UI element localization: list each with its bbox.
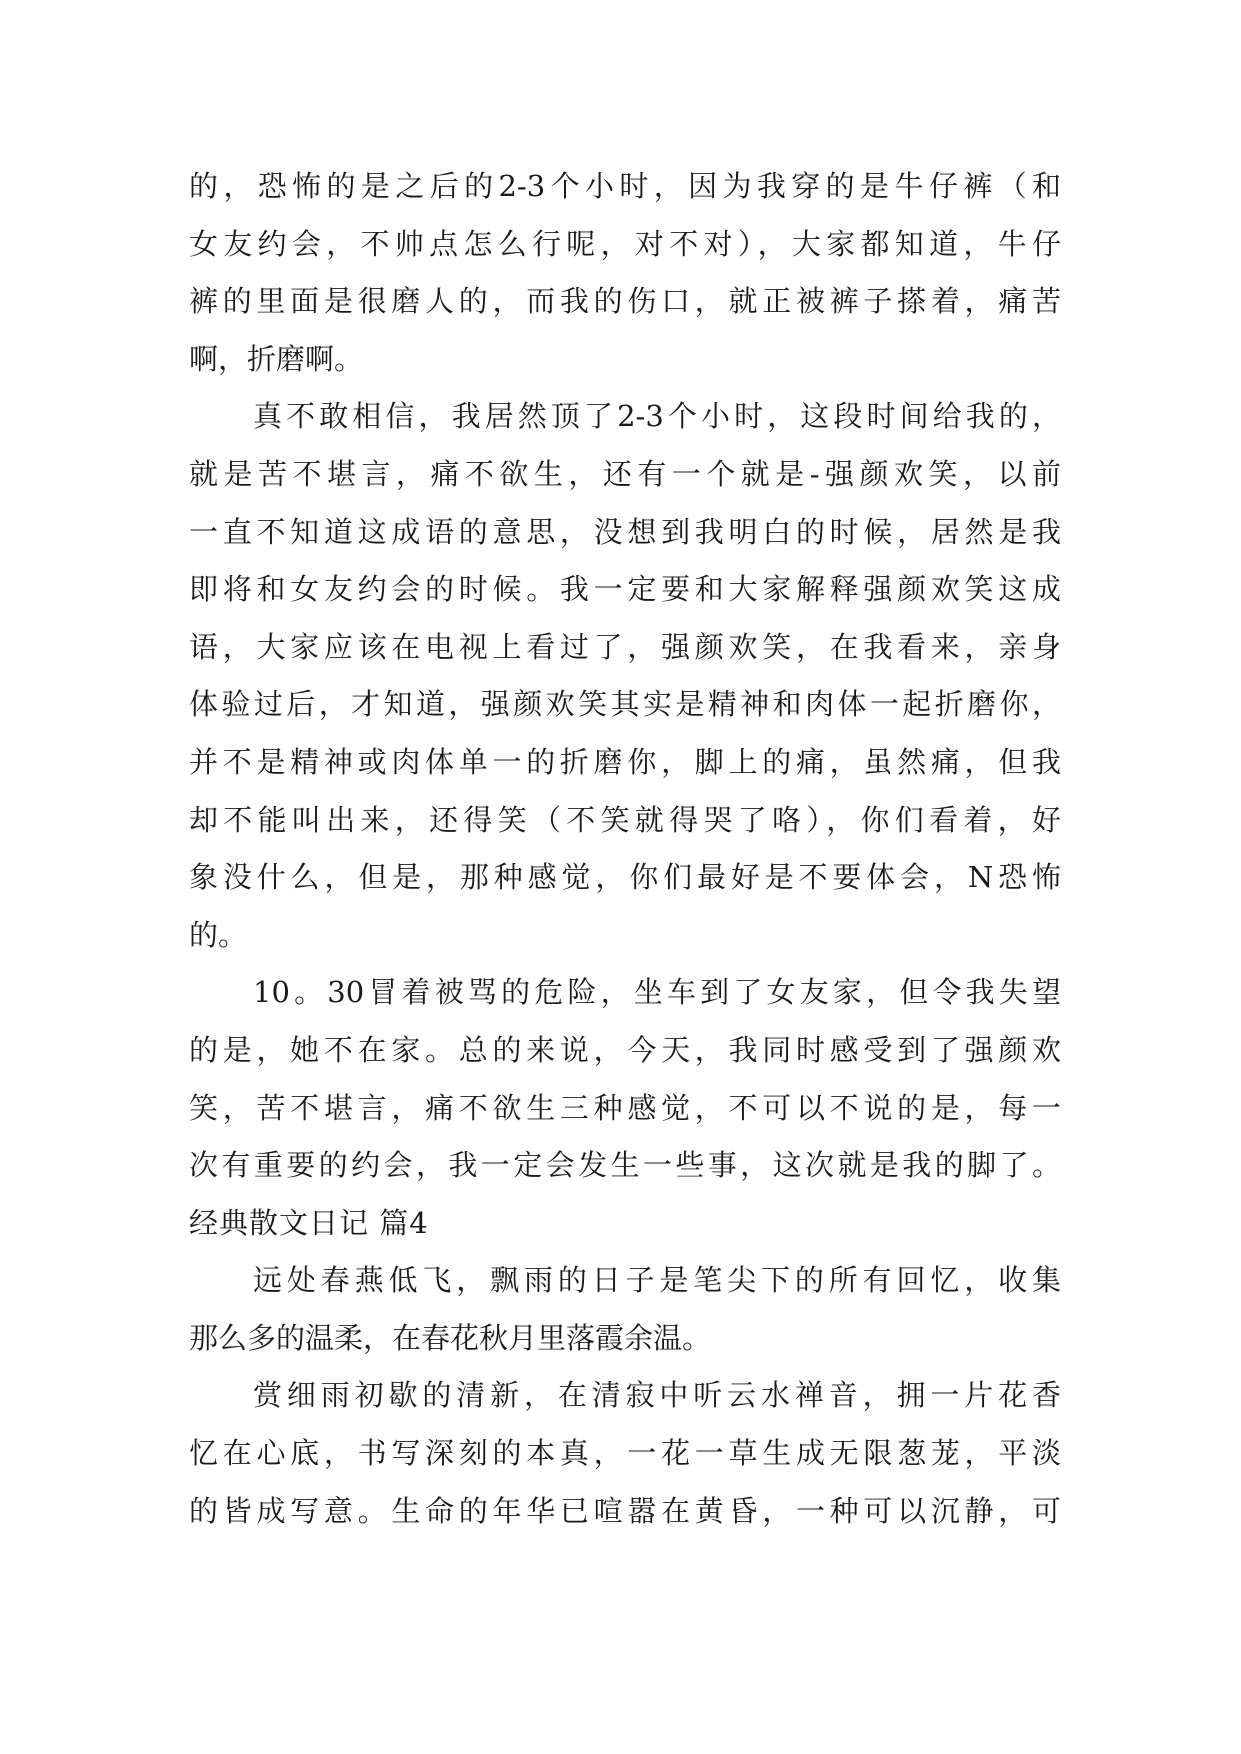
text-line: 裤的里面是很磨人的，而我的伤口，就正被裤子搽着，痛苦 (189, 284, 1061, 319)
text-line: 赏细雨初歇的清新，在清寂中听云水禅音，拥一片花香 (253, 1378, 1061, 1413)
text-line: 的是，她不在家。总的来说，今天，我同时感受到了强颜欢 (189, 1032, 1061, 1067)
text-line: 远处春燕低飞，飘雨的日子是笔尖下的所有回忆，收集 (253, 1263, 1061, 1298)
text-line: 一直不知道这成语的意思，没想到我明白的时候，居然是我 (189, 514, 1061, 549)
text-line: 真不敢相信，我居然顶了2-3个小时，这段时间给我的， (253, 399, 1061, 434)
text-line: 女友约会，不帅点怎么行呢，对不对），大家都知道，牛仔 (189, 226, 1061, 261)
text-line: 的皆成写意。生命的年华已喧嚣在黄昏，一种可以沉静，可 (189, 1493, 1061, 1528)
text-line: 语，大家应该在电视上看过了，强颜欢笑，在我看来，亲身 (189, 629, 1061, 664)
document-body (189, 158, 1061, 1540)
text-line: 笑，苦不堪言，痛不欲生三种感觉，不可以不说的是，每一 (189, 1090, 1061, 1125)
text-line: 就是苦不堪言，痛不欲生，还有一个就是-强颜欢笑，以前 (189, 456, 1061, 491)
text-line: 的。 (189, 917, 248, 952)
section-heading: 经典散文日记 篇4 (189, 1205, 429, 1240)
text-line: 体验过后，才知道，强颜欢笑其实是精神和肉体一起折磨你， (189, 687, 1061, 722)
text-line: 的，恐怖的是之后的2-3个小时，因为我穿的是牛仔裤（和 (189, 169, 1061, 203)
text-line: 忆在心底，书写深刻的本真，一花一草生成无限葱茏，平淡 (189, 1436, 1061, 1471)
text-line: 象没什么，但是，那种感觉，你们最好是不要体会，N恐怖 (189, 860, 1061, 895)
text-line: 却不能叫出来，还得笑（不笑就得哭了咯），你们看着，好 (189, 802, 1061, 837)
text-line: 啊，折磨啊。 (189, 341, 364, 376)
text-line: 即将和女友约会的时候。我一定要和大家解释强颜欢笑这成 (189, 572, 1061, 607)
text-line: 10。30冒着被骂的危险，坐车到了女友家，但令我失望 (253, 975, 1061, 1010)
text-line: 那么多的温柔，在春花秋月里落霞余温。 (189, 1320, 712, 1355)
text-line: 并不是精神或肉体单一的折磨你，脚上的痛，虽然痛，但我 (189, 744, 1061, 779)
text-line: 次有重要的约会，我一定会发生一些事，这次就是我的脚了。 (189, 1148, 1061, 1183)
